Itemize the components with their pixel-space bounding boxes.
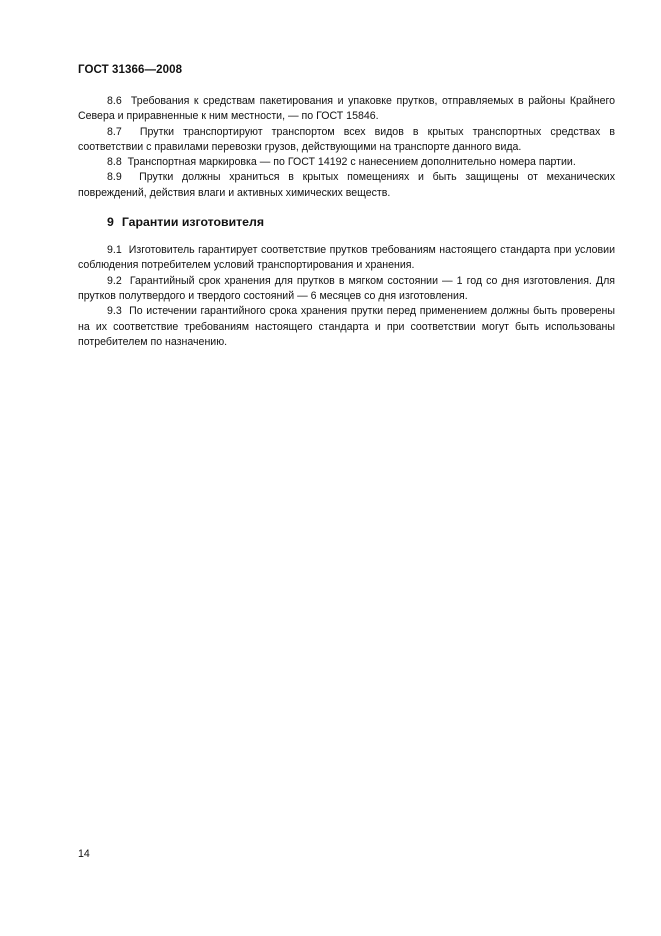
paragraph-number: 9.1 [107,244,122,257]
paragraph-text: Транспортная маркировка — по ГОСТ 14192 с нанесением дополнительно номера партии. [127,156,576,169]
paragraph-text: Требования к средствам пакетирования и упаковке прутков, отправляемых в районы Крайнего Севера и приравненные к ним местности, — по ГОСТ 15846. [78,95,615,123]
paragraph-text: Прутки должны храниться в крытых помещениях и быть защищены от механических повреждений, действия влаги и активных химических веществ. [78,171,615,199]
document-body [78,94,615,350]
paragraph-number: 8.6 [107,95,122,107]
section-number: 9 [107,215,114,230]
paragraph-9-2 [78,274,615,305]
page-number: 14 [78,848,90,860]
paragraph-text: Изготовитель гарантирует соответствие прутков требованиям настоящего стандарта при условии соблюдения потребителем условий транспортирования и хранения. [78,244,616,272]
section-heading [78,214,615,230]
paragraph-8-8 [78,155,615,170]
paragraph-8-6 [78,94,615,125]
paragraph-8-7 [78,125,615,156]
paragraph-number: 8.9 [107,171,122,184]
paragraph-number: 8.8 [107,156,122,169]
paragraph-number: 9.3 [107,305,122,318]
paragraph-9-3 [78,304,615,350]
paragraph-number: 8.7 [107,125,122,138]
paragraph-text: По истечении гарантийного срока хранения прутки перед применением должны быть проверены на их соответствие требованиям настоящего стандарта и при соответствии могут быть использованы потребителем по назначению. [78,305,615,348]
paragraph-number: 9.2 [107,274,122,287]
document-header: ГОСТ 31366—2008 [78,64,183,76]
paragraph-text: Гарантийный срок хранения для прутков в мягком состоянии — 1 год со дня изготовления. Для прутков полутвердого и твердого состояний — 6 месяцев со дня изготовления. [78,274,616,302]
paragraph-text: Прутки транспортируют транспортом всех видов в крытых транспортных средствах в соответствии с правилами перевозки грузов, действующими на транспорте данного вида. [78,125,615,153]
paragraph-8-9 [78,170,615,201]
section-title: Гарантии изготовителя [121,215,265,230]
paragraph-9-1 [78,243,615,274]
